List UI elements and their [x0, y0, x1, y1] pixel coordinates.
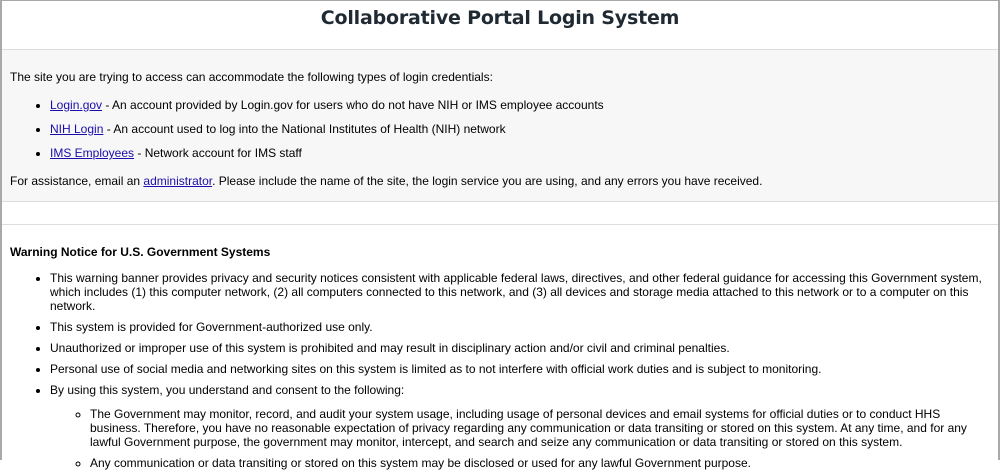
credential-item-nih: [50, 122, 990, 136]
warning-item: • This system is provided for Government-authorized use only.: [50, 320, 990, 334]
ims-employees-link[interactable]: IMS Employees: [50, 146, 135, 160]
administrator-email-link[interactable]: administrator: [143, 174, 213, 188]
logingov-link[interactable]: Login.gov: [50, 98, 103, 112]
credential-description: - An account used to log into the National Institutes of Health (NIH) network: [103, 122, 506, 136]
warning-item: • This warning banner provides privacy and security notices consistent with applicable federal laws, directives, and other federal guidance for accessing this Government system, which includes (1) this computer network, (2) all computers connected to this network, and (3) all devices and storage media attached to this network or to a computer on this network.: [50, 271, 990, 313]
section-divider: [2, 202, 998, 225]
assist-suffix: . Please include the name of the site, the login service you are using, and any errors you have received.: [212, 174, 763, 188]
credential-item-ims: [50, 146, 990, 160]
warning-list: [10, 271, 990, 470]
page-title: Collaborative Portal Login System: [320, 7, 680, 29]
login-info-section: [2, 50, 998, 202]
credential-item-logingov: [50, 98, 990, 112]
page-header: [2, 1, 998, 50]
assistance-text: [10, 174, 990, 188]
warning-item-consent: [50, 383, 990, 470]
consent-item: ◦ The Government may monitor, record, and audit your system usage, including usage of personal devices and email systems for official duties or to conduct HHS business. Therefore, you have no reasonable expectation of privacy regarding any communication or data transiting or stored on this system. At any time, and for any lawful Government purpose, the government may monitor, intercept, and search and seize any communication or data transiting or stored on this system.: [90, 407, 990, 449]
warning-item: • Unauthorized or improper use of this system is prohibited and may result in disciplinary action and/or civil and criminal penalties.: [50, 341, 990, 355]
consent-list: [50, 407, 990, 470]
nih-login-link[interactable]: NIH Login: [50, 122, 104, 136]
warning-item: • Personal use of social media and networking sites on this system is limited as to not interfere with official work duties and is subject to monitoring.: [50, 362, 990, 376]
intro-text: The site you are trying to access can accommodate the following types of login credentials:: [10, 70, 493, 84]
credential-list: [10, 98, 990, 160]
consent-intro: By using this system, you understand and consent to the following:: [50, 383, 405, 397]
credential-description: - An account provided by Login.gov for users who do not have NIH or IMS employee accounts: [102, 98, 604, 112]
credential-description: - Network account for IMS staff: [134, 146, 302, 160]
warning-title: Warning Notice for U.S. Government Systems: [10, 245, 271, 259]
assist-prefix: For assistance, email an: [10, 174, 144, 188]
warning-notice-section: [2, 225, 998, 470]
consent-item: ◦ Any communication or data transiting or stored on this system may be disclosed or used for any lawful Government purpose.: [90, 456, 990, 470]
